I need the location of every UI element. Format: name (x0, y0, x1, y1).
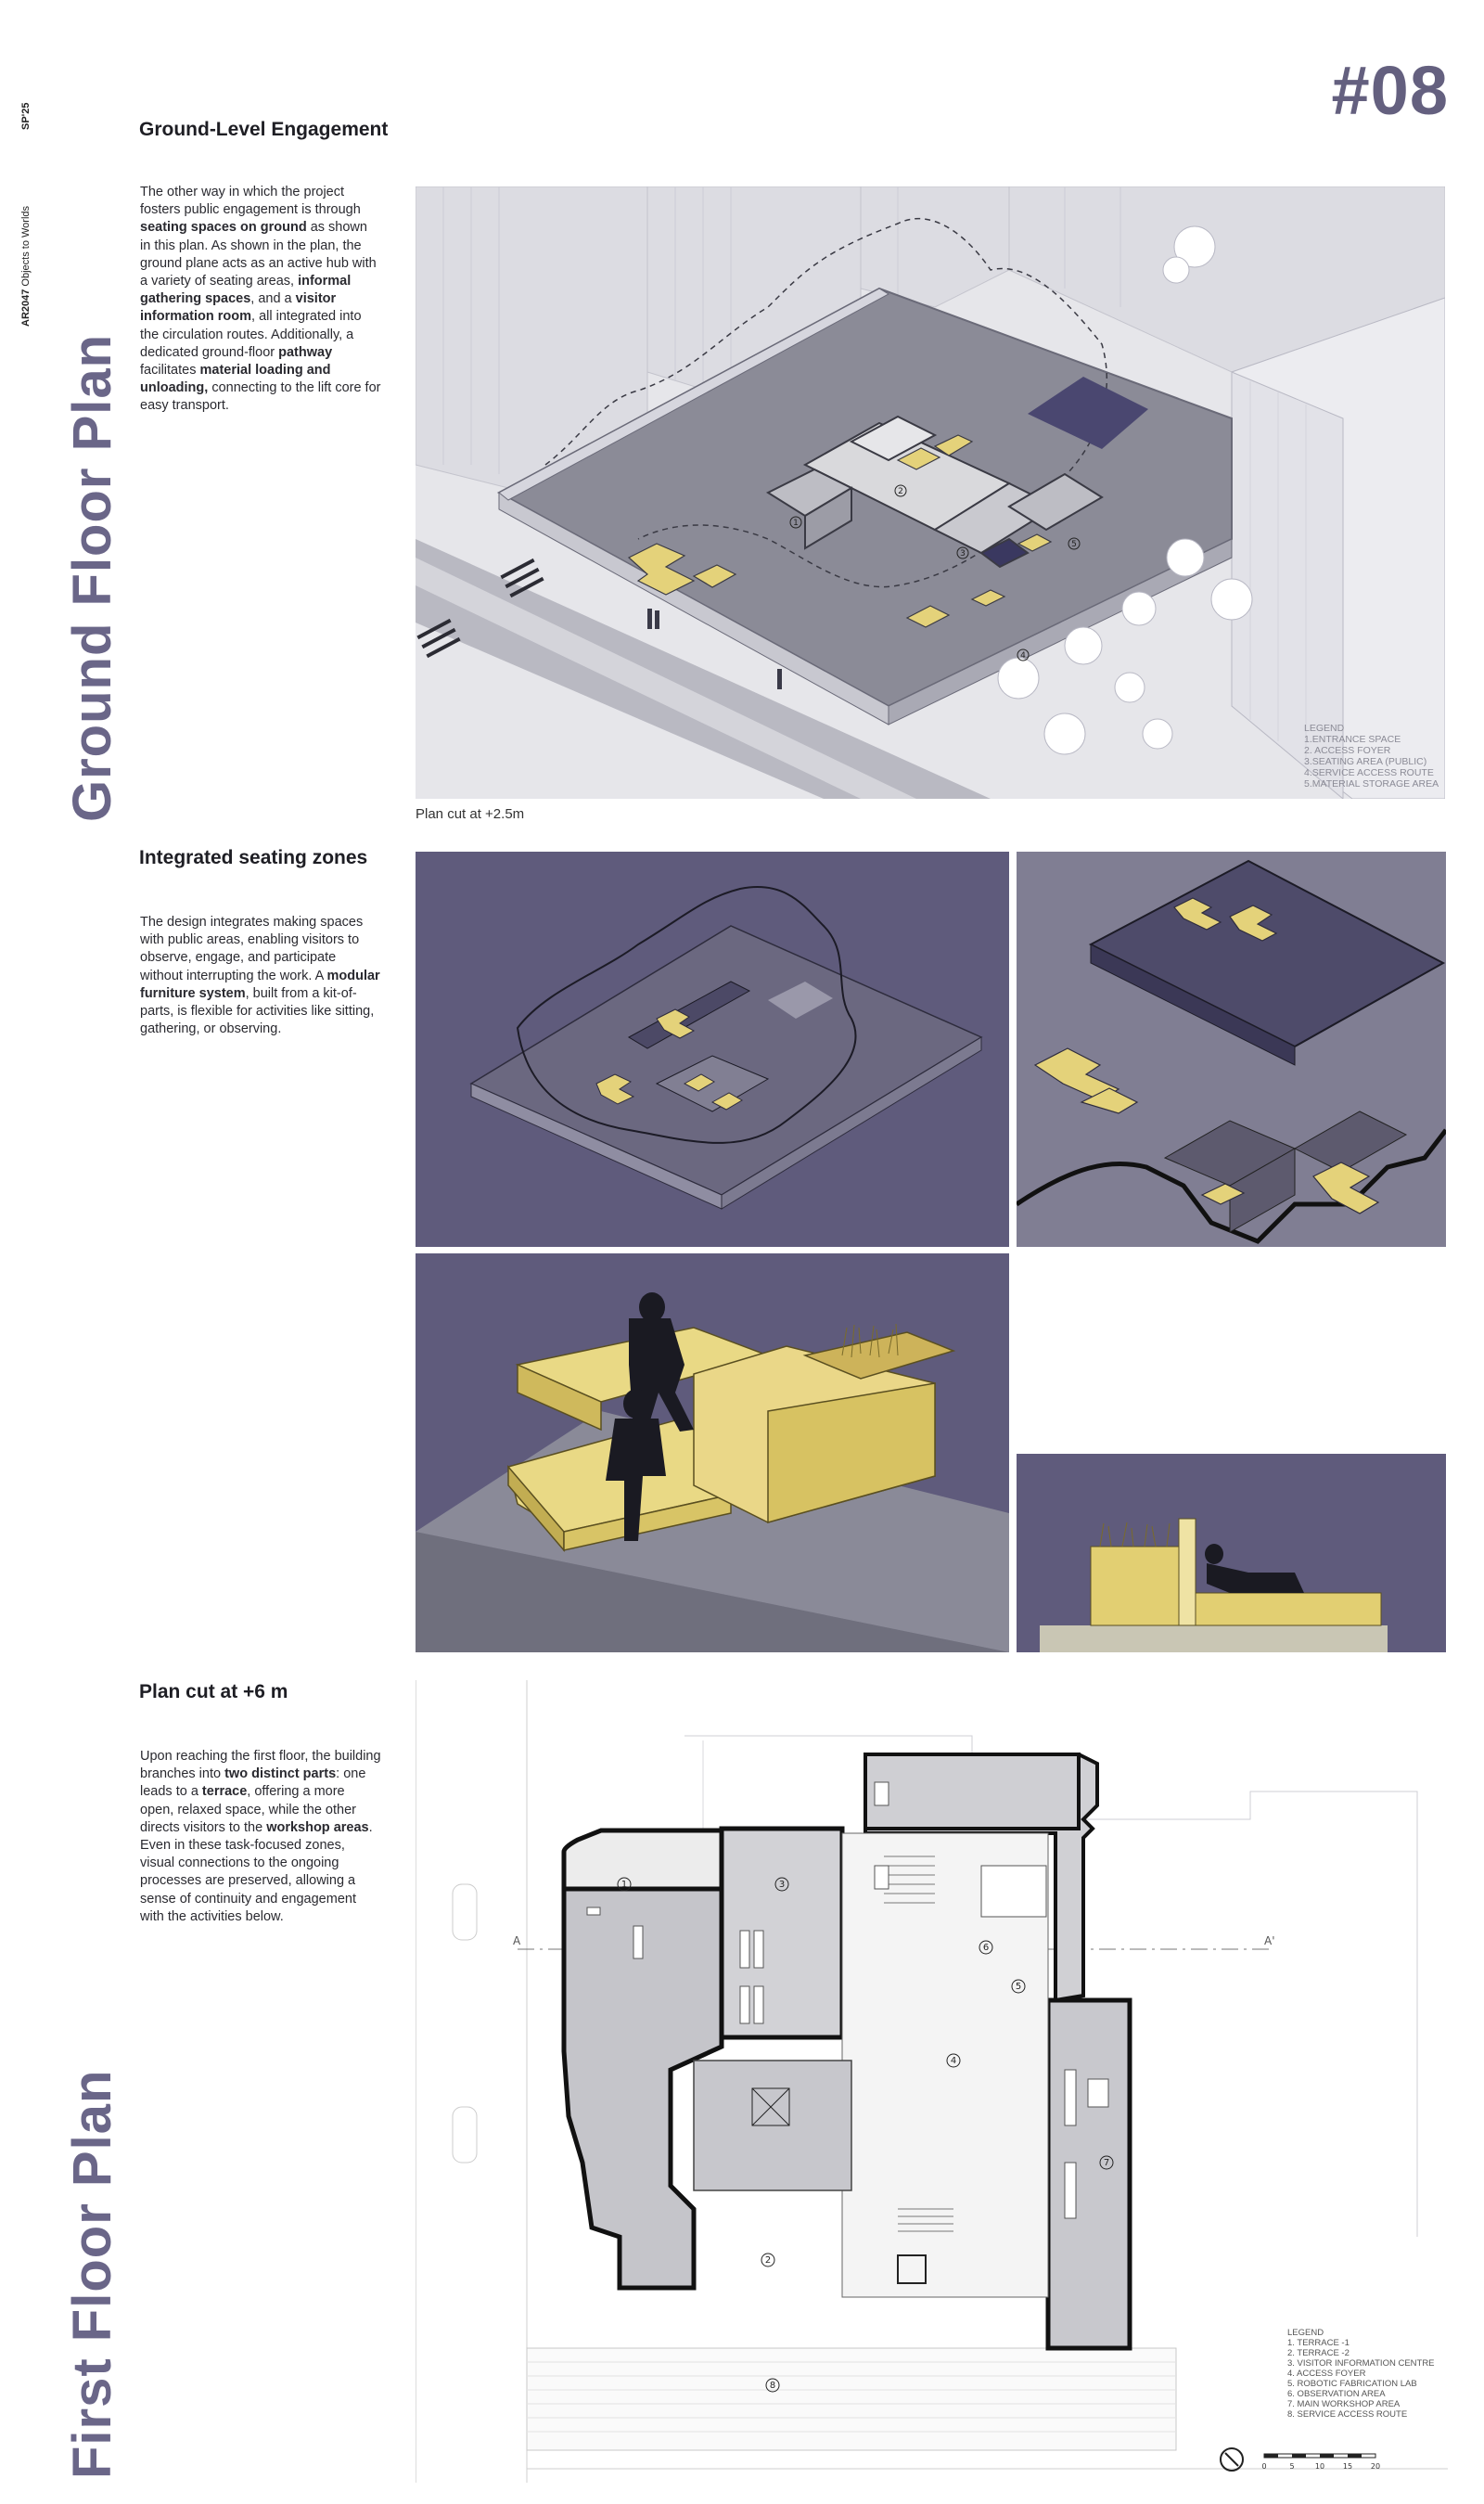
paragraph-emphasis: two distinct parts (224, 1766, 337, 1782)
first-floor-legend-item: 4. ACCESS FOYER (1287, 2369, 1366, 2379)
scale-label: 5 (1289, 2462, 1295, 2471)
first-floor-legend-title: LEGEND (1287, 2328, 1324, 2338)
paragraph-emphasis: workshop areas (266, 1819, 369, 1835)
room-marker-1: 1 (620, 1880, 628, 1890)
first-floor-heading: Plan cut at +6 m (139, 1681, 288, 1702)
ground-legend-item: 1.ENTRANCE SPACE (1304, 734, 1401, 745)
ground-marker-2: 2 (898, 487, 903, 496)
ground-legend-item: 3.SEATING AREA (PUBLIC) (1304, 756, 1427, 767)
paragraph-text: . Even in these task-focused zones, visual connections to the ongoing processes are preserved, allowing a sense of continuity and engagement with the activities below. (140, 1819, 373, 1924)
paragraph-text: : one leads to a (140, 1766, 366, 1800)
first-floor-legend-item: 6. OBSERVATION AREA (1287, 2389, 1386, 2399)
seating-heading: Integrated seating zones (139, 847, 368, 868)
room-marker-6: 6 (982, 1943, 990, 1953)
ground-marker-1: 1 (793, 519, 799, 528)
room-marker-4: 4 (950, 2056, 957, 2066)
paragraph-emphasis: informal gathering spaces (140, 274, 352, 307)
ground-marker-4: 4 (1020, 651, 1026, 661)
room-marker-7: 7 (1103, 2158, 1110, 2168)
room-marker-5: 5 (1015, 1982, 1022, 1992)
paragraph-emphasis: seating spaces on ground (140, 220, 307, 236)
first-floor-legend (1287, 2328, 1435, 2420)
first-floor-plan-drawing (416, 1680, 1448, 2483)
seating-elevation-render (1017, 1454, 1446, 1652)
paragraph-emphasis: material loading and unloading, (140, 363, 331, 396)
paragraph-text: connecting to the lift core for easy transport. (140, 380, 381, 414)
course-label (20, 206, 32, 327)
first-floor-legend-item: 1. TERRACE -1 (1287, 2338, 1350, 2348)
scale-label: 15 (1342, 2462, 1353, 2471)
ground-legend (1304, 723, 1439, 790)
first-floor-legend-item: 7. MAIN WORKSHOP AREA (1287, 2399, 1401, 2409)
paragraph-emphasis: visitor information room (140, 291, 337, 325)
first-floor-legend-item: 3. VISITOR INFORMATION CENTRE (1287, 2358, 1435, 2369)
scale-label: 10 (1314, 2462, 1325, 2471)
paragraph-emphasis: pathway (278, 344, 333, 360)
seating-paragraph (140, 914, 381, 1038)
section-mark-a: A (513, 1934, 521, 1947)
seating-furniture-render (416, 1253, 1009, 1652)
room-marker-8: 8 (769, 2381, 776, 2391)
paragraph-text: , and a (250, 291, 296, 307)
ground-level-heading: Ground-Level Engagement (139, 119, 389, 140)
ground-legend-title: LEGEND (1304, 723, 1345, 734)
ground-marker-5: 5 (1071, 540, 1077, 549)
ground-legend-item: 5.MATERIAL STORAGE AREA (1304, 778, 1439, 790)
paragraph-text: The design integrates making spaces with public areas, enabling visitors to observe, engage, and participate without interrupting the work. A (140, 915, 364, 983)
ground-floor-title: Ground Floor Plan (62, 333, 122, 822)
paragraph-text: as shown in this plan. As shown in the plan, the ground plane acts as an active hub with a variety of seating areas, (140, 220, 377, 289)
paragraph-text: , all integrated into the circulation routes. Additionally, a dedicated ground-floor (140, 309, 362, 360)
series-label: SP'25 (20, 102, 32, 130)
first-floor-paragraph (140, 1748, 381, 1926)
ground-marker-3: 3 (960, 549, 966, 559)
ground-axonometric-drawing (416, 186, 1445, 799)
paragraph-text: , built from a kit-of-parts, is flexible for activities like sitting, gathering, or observing. (140, 985, 375, 1037)
ground-plan-caption: Plan cut at +2.5m (416, 806, 525, 822)
first-floor-legend-item: 8. SERVICE ACCESS ROUTE (1287, 2409, 1408, 2420)
first-floor-legend-item: 5. ROBOTIC FABRICATION LAB (1287, 2379, 1417, 2389)
course-name: Objects to Worlds (20, 205, 32, 287)
paragraph-emphasis: terrace (201, 1784, 248, 1800)
scale-label: 0 (1261, 2462, 1267, 2471)
paragraph-text: The other way in which the project fosters public engagement is through (140, 185, 361, 218)
room-marker-2: 2 (764, 2255, 772, 2266)
section-mark-a-prime: A' (1264, 1934, 1275, 1947)
seating-site-axonometric (416, 852, 1009, 1247)
scale-label: 20 (1370, 2462, 1381, 2471)
paragraph-text: facilitates (140, 363, 200, 379)
paragraph-text: , offering a more open, relaxed space, while the other directs visitors to the (140, 1784, 356, 1835)
seating-zoom-axonometric (1017, 852, 1446, 1247)
paragraph-text: Upon reaching the first floor, the building branches into (140, 1749, 381, 1782)
course-code: AR2047 (20, 289, 32, 327)
paragraph-emphasis: modular furniture system (140, 968, 380, 1001)
ground-legend-item: 4.SERVICE ACCESS ROUTE (1304, 767, 1434, 778)
room-marker-3: 3 (778, 1880, 786, 1890)
ground-level-paragraph (140, 184, 381, 416)
page-number: #08 (1331, 52, 1449, 129)
ground-legend-item: 2. ACCESS FOYER (1304, 745, 1391, 756)
first-floor-legend-item: 2. TERRACE -2 (1287, 2348, 1350, 2358)
first-floor-title: First Floor Plan (62, 2069, 122, 2479)
